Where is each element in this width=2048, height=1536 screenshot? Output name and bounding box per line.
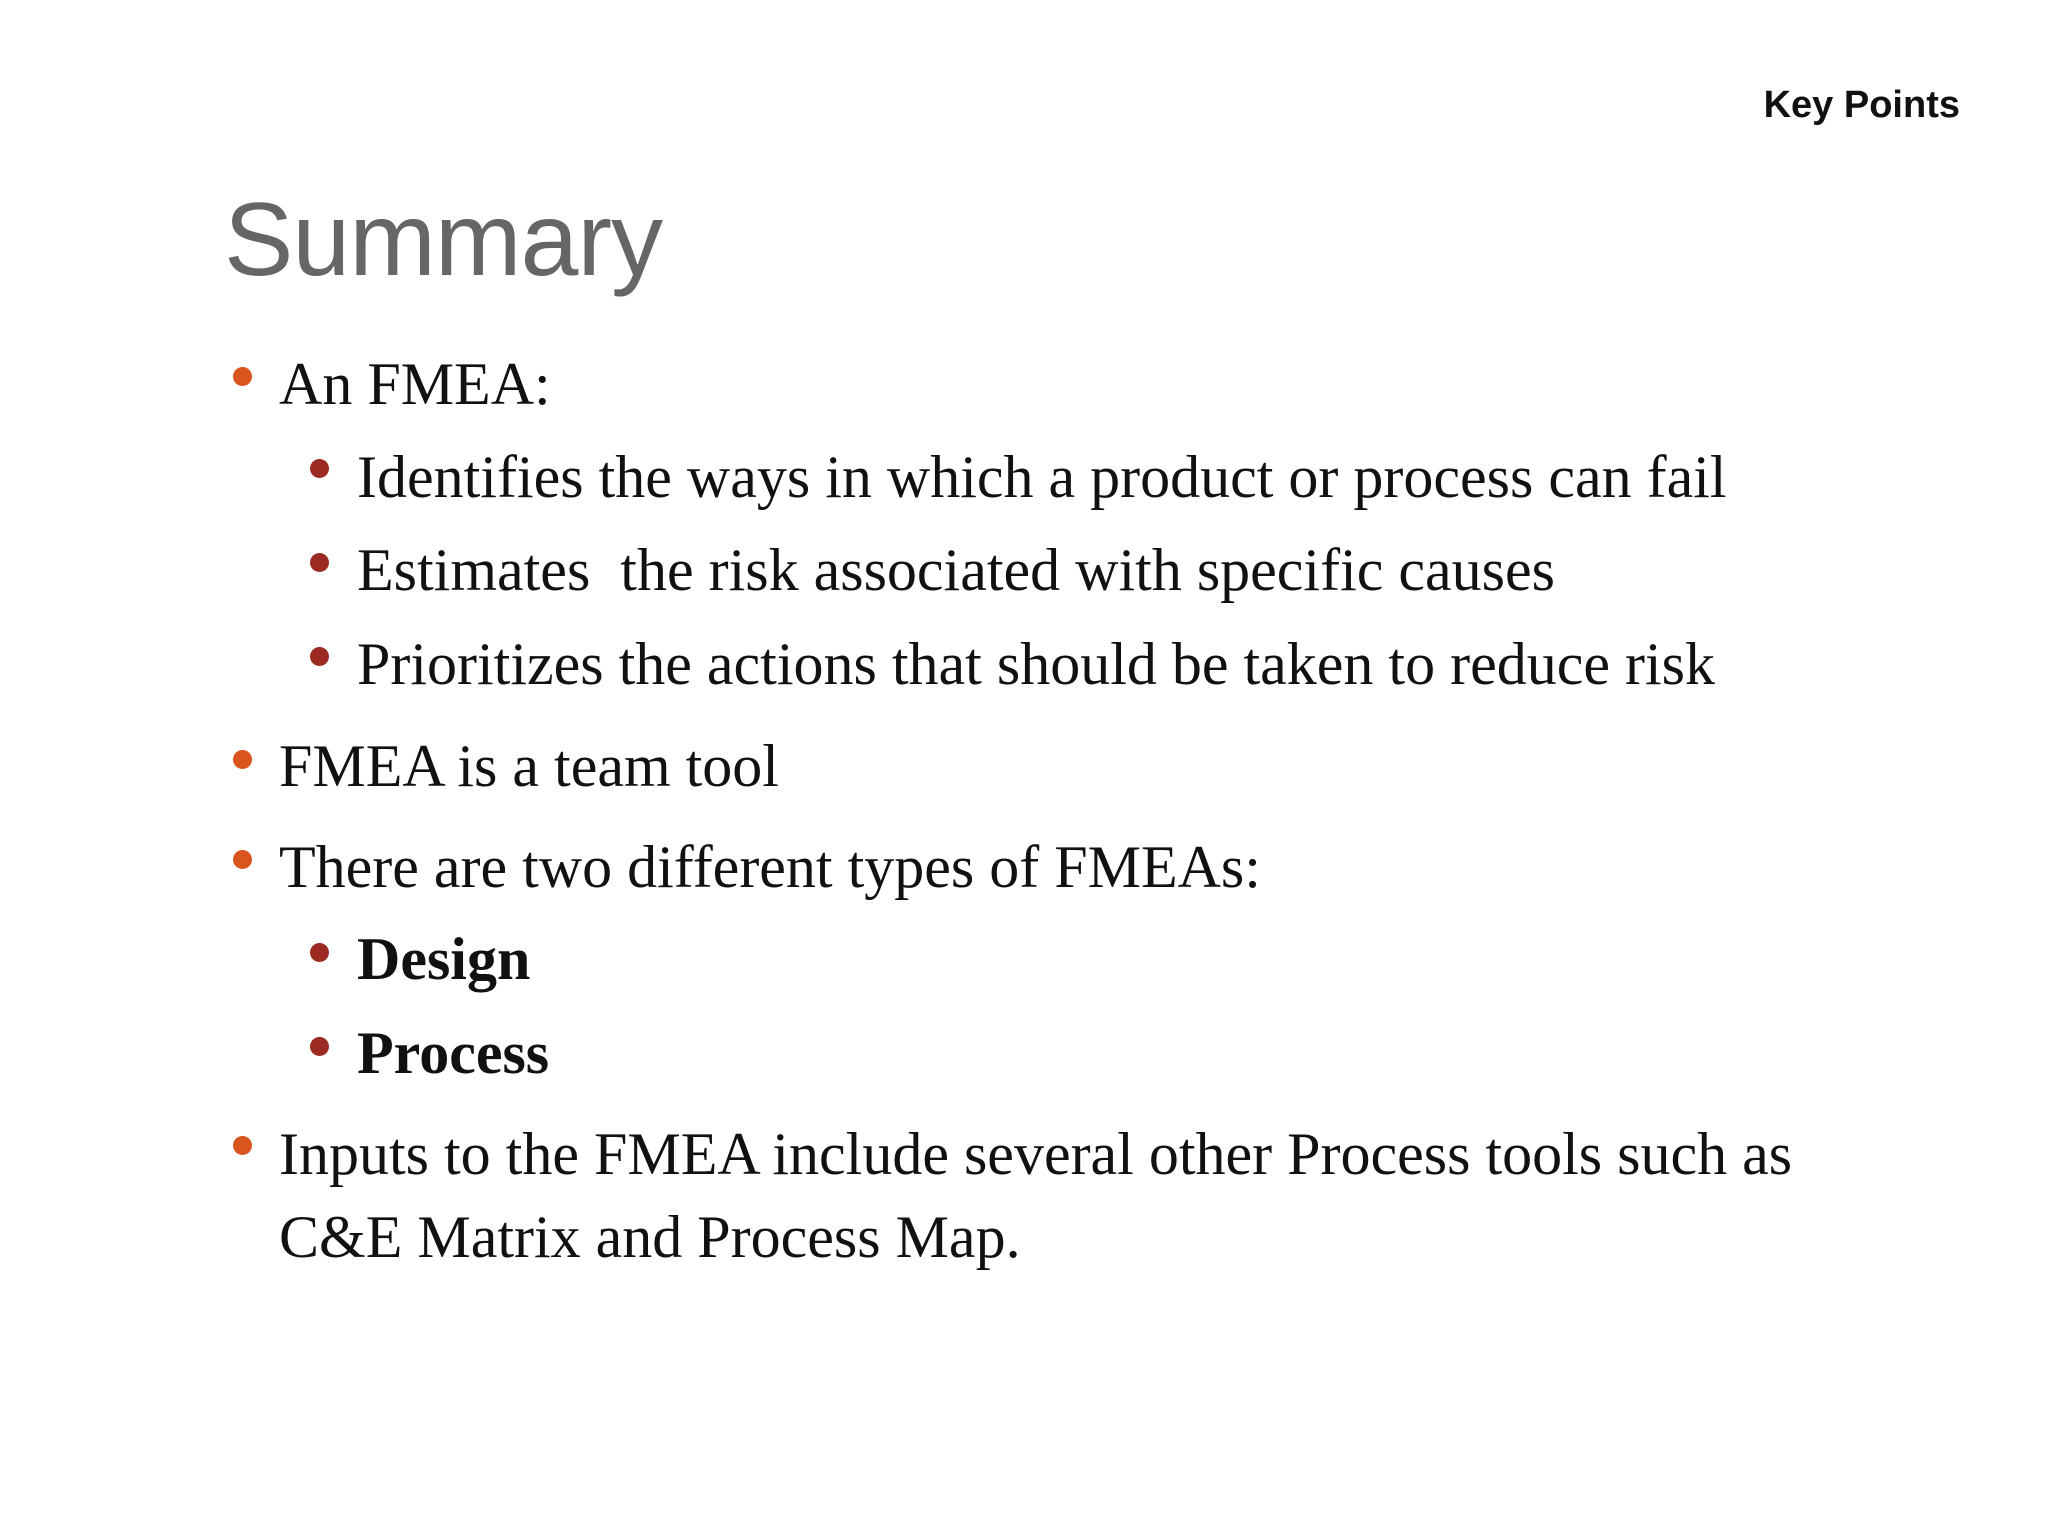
sub-bullet-dot — [310, 553, 329, 572]
bullet-text: FMEA is a team tool — [279, 733, 779, 799]
bullet-dot — [233, 1136, 252, 1155]
sub-bullet-text: Identifies the ways in which a product or process can fail — [357, 444, 1727, 510]
sub-bullet-text: Prioritizes the actions that should be taken to reduce risk — [357, 631, 1715, 697]
key-points-label: Key Points — [1763, 84, 1960, 126]
bullet-text-continuation: C&E Matrix and Process Map. — [279, 1204, 1021, 1270]
bullet-text: An FMEA: — [279, 351, 551, 417]
sub-bullet-dot — [310, 459, 329, 478]
sub-bullet-text: Process — [357, 1020, 550, 1086]
sub-bullet-dot — [310, 1037, 329, 1056]
bullet-text: There are two different types of FMEAs: — [279, 834, 1261, 900]
bullet-text: Inputs to the FMEA include several other Process tools such as — [279, 1121, 1793, 1187]
bullet-dot — [233, 850, 252, 869]
sub-bullet-text: Design — [357, 926, 531, 992]
bullet-dot — [233, 367, 252, 386]
slide-title: Summary — [224, 182, 662, 298]
bullet-dot — [233, 750, 252, 769]
sub-bullet-dot — [310, 647, 329, 666]
sub-bullet-text: Estimates the risk associated with specific causes — [357, 537, 1555, 603]
sub-bullet-dot — [310, 943, 329, 962]
